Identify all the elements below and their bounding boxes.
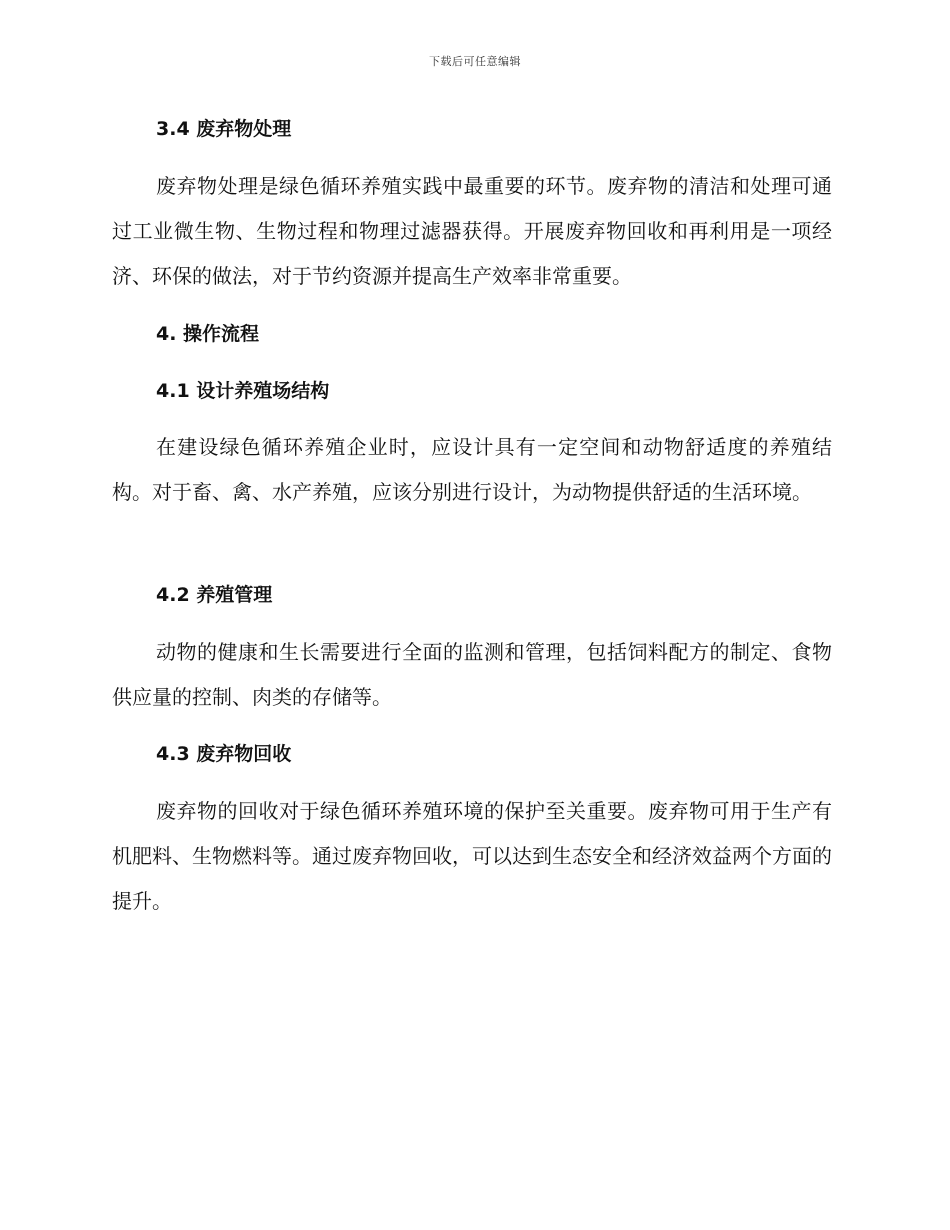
section-paragraph-4-2: 动物的健康和生长需要进行全面的监测和管理，包括饲料配方的制定、食物供应量的控制、肉类的存储等。 <box>112 640 832 709</box>
section-paragraph-3-4: 废弃物处理是绿色循环养殖实践中最重要的环节。废弃物的清洁和处理可通过工业微生物、生物过程和物理过滤器获得。开展废弃物回收和再利用是一项经济、环保的做法，对于节约资源并提高生产效率非常重要。 <box>112 174 832 288</box>
section-heading-4-2: 4.2 养殖管理 <box>156 584 273 606</box>
section-paragraph-4-1: 在建设绿色循环养殖企业时，应设计具有一定空间和动物舒适度的养殖结构。对于畜、禽、水产养殖，应该分别进行设计，为动物提供舒适的生活环境。 <box>112 435 832 504</box>
section-heading-4-3: 4.3 废弃物回收 <box>156 743 292 765</box>
page-header-note: 下载后可任意编辑 <box>429 55 521 68</box>
section-heading-3-4: 3.4 废弃物处理 <box>156 118 292 140</box>
section-heading-4-1: 4.1 设计养殖场结构 <box>156 380 330 402</box>
section-heading-4: 4. 操作流程 <box>156 323 260 345</box>
section-paragraph-4-3: 废弃物的回收对于绿色循环养殖环境的保护至关重要。废弃物可用于生产有机肥料、生物燃料等。通过废弃物回收，可以达到生态安全和经济效益两个方面的提升。 <box>112 799 832 913</box>
